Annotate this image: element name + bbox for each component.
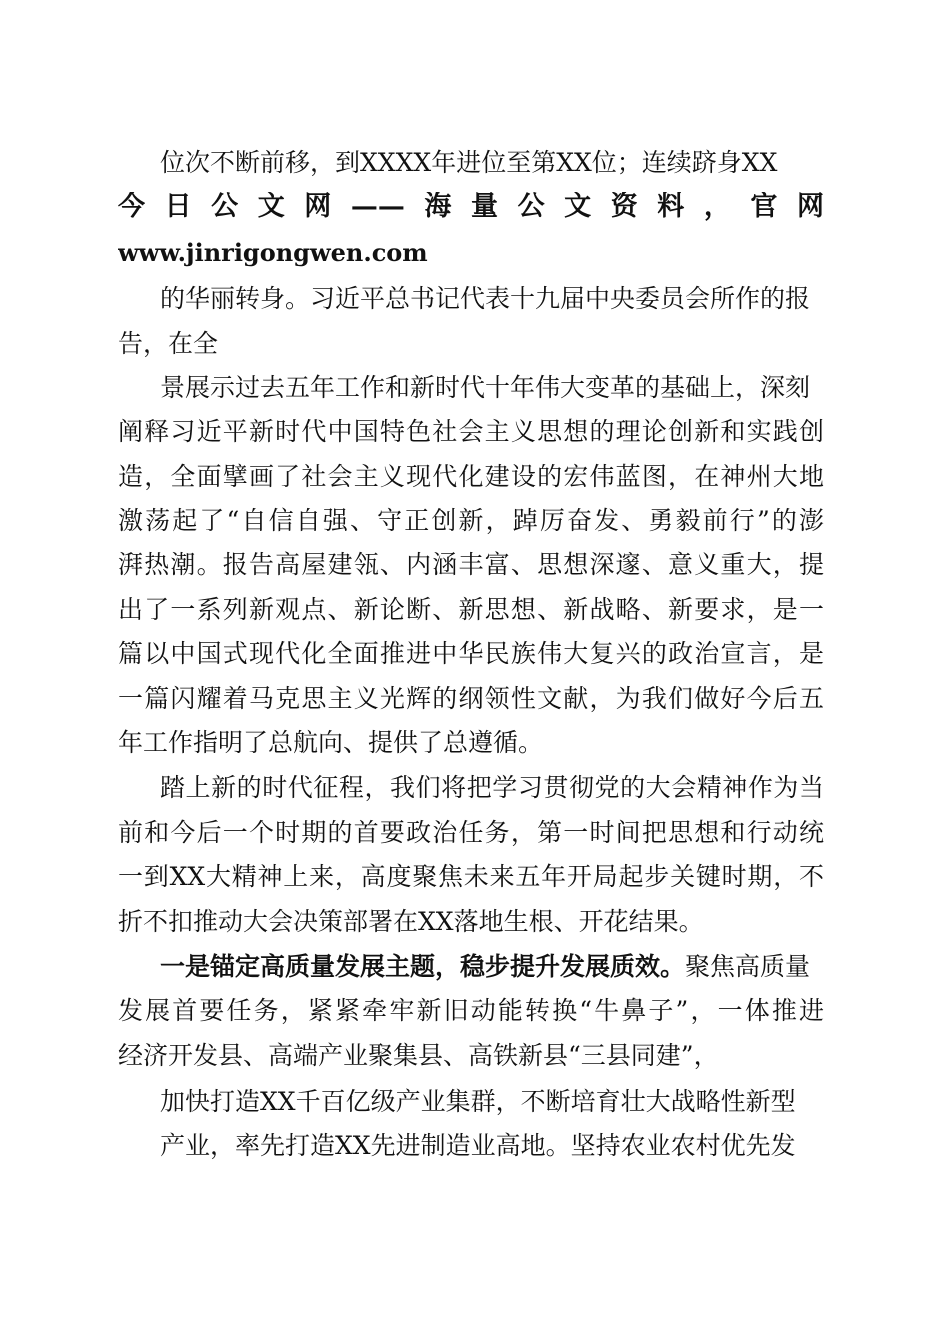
text-line: 湃热潮。报告高屋建瓴、内涵丰富、思想深邃、意义重大，提 bbox=[118, 550, 824, 579]
text-line: 激荡起了“自信自强、守正创新，踔厉奋发、勇毅前行”的澎 bbox=[118, 506, 824, 535]
text-line: 告，在全 bbox=[118, 329, 219, 358]
text-line: 加快打造XX千百亿级产业集群，不断培育壮大战略性新型 bbox=[160, 1087, 796, 1116]
text-line: 发展首要任务，紧紧牵牢新旧动能转换“牛鼻子”，一体推进 bbox=[118, 996, 824, 1025]
text-line: 篇以中国式现代化全面推进中华民族伟大复兴的政治宣言，是 bbox=[118, 639, 824, 668]
text-line: 年工作指明了总航向、提供了总遵循。 bbox=[118, 728, 544, 757]
text-line: 产业，率先打造XX先进制造业高地。坚持农业农村优先发 bbox=[160, 1131, 796, 1160]
text-line: 前和今后一个时期的首要政治任务，第一时间把思想和行动统 bbox=[118, 818, 824, 847]
website-url[interactable]: www.jinrigongwen.com bbox=[118, 238, 428, 267]
text-line: 造，全面擘画了社会主义现代化建设的宏伟蓝图，在神州大地 bbox=[118, 462, 824, 491]
text-span: 聚焦高质量 bbox=[685, 952, 811, 981]
text-line: 踏上新的时代征程，我们将把学习贯彻党的大会精神作为当 bbox=[160, 773, 824, 802]
text-line-with-lead bbox=[160, 952, 824, 982]
text-line: 折不扣推动大会决策部署在XX落地生根、开花结果。 bbox=[118, 907, 704, 936]
website-banner: 今日公文网——海量公文资料，官网 bbox=[118, 192, 824, 222]
text-line: 出了一系列新观点、新论断、新思想、新战略、新要求，是一 bbox=[118, 595, 824, 624]
text-line: 景展示过去五年工作和新时代十年伟大变革的基础上，深刻 bbox=[160, 373, 811, 402]
text-line: 一到XX大精神上来，高度聚焦未来五年开局起步关键时期，不 bbox=[118, 862, 824, 891]
bold-lead-sentence: 一是锚定高质量发展主题，稳步提升发展质效。 bbox=[160, 952, 686, 981]
text-line: 位次不断前移，到XXXX年进位至第XX位；连续跻身XX bbox=[160, 148, 778, 177]
text-line: 阐释习近平新时代中国特色社会主义思想的理论创新和实践创 bbox=[118, 417, 824, 446]
text-line: 经济开发县、高端产业聚集县、高铁新县“三县同建”， bbox=[118, 1041, 719, 1070]
text-line: 一篇闪耀着马克思主义光辉的纲领性文献，为我们做好今后五 bbox=[118, 684, 824, 713]
text-line: 的华丽转身。习近平总书记代表十九届中央委员会所作的报 bbox=[160, 284, 811, 313]
